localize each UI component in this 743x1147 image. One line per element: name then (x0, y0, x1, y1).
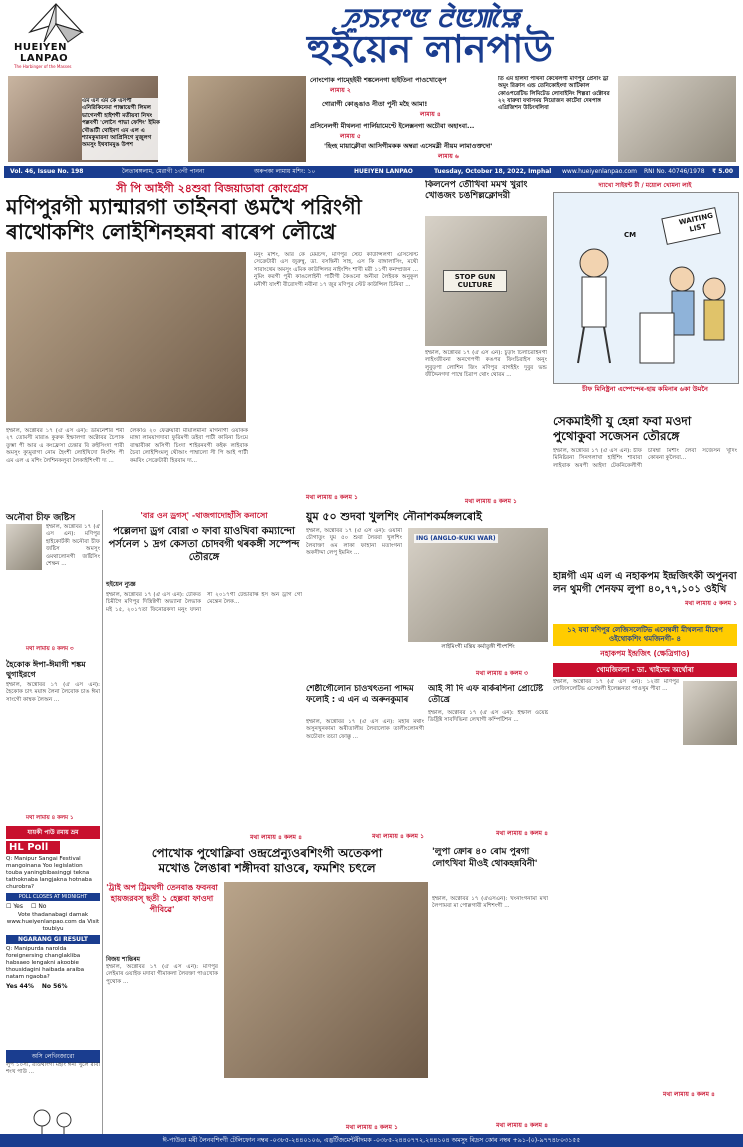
letter-header: অসি লেখিংজারো (6, 1050, 100, 1063)
cartoon-section (553, 180, 737, 410)
cm-continued[interactable]: মথা লামায় ৫ কলম ১ (685, 600, 737, 607)
footer-bar (0, 1134, 743, 1147)
ima-headline[interactable]: হৈকোক ঈপা-ঈমাগী শঙ্কম থুগাইরগে (6, 660, 86, 679)
lupa-continued[interactable]: মথা লামায় ৪ কলম ৪ (496, 1122, 548, 1129)
logo (6, 2, 106, 70)
bottom-headline-1[interactable]: পোখোক পুথোক্লিবা ওন্দ্ৰপ্ৰেন্যুওৰশিংগী অতেকপা (151, 846, 383, 860)
cinema-headline[interactable]: কিলনেপ তৌখিবা মমখ খুরাং খোঙজং চঙশিল্লক্লোদরী (425, 180, 528, 201)
teaser-2[interactable]: গোরাগী কোঙ্ঙাও নীতা পুনী মহৈ আমা! (322, 100, 428, 108)
shrestha-story (306, 684, 424, 840)
chief-justice-photo (6, 524, 42, 570)
cm-body: ইম্ফাল, অক্টোবর ১৭ (ঐ এস এন): চীফ মিনিষ্টরনা সিনগলাখা হাইশিং শাবাবা লাইবাক অৰপী আইদা টেকনিকেলীগী চাৰম্বা মিশীং লৈবা সজেসন খূদিং কোৰনা কুলৈবা... (553, 448, 737, 469)
paper-name: HUEIYEN LANPAO (354, 168, 413, 175)
info-bar (4, 166, 739, 178)
teaser-right-photo (618, 76, 736, 162)
teaser-3-link[interactable]: লামায় ৫ (340, 133, 361, 140)
cartoon-header: দ্যাখো সাইয়ন্ট টী / ময়োল খোমনা লাই (598, 182, 692, 189)
footer-text: ঈ-পাউঙা মৰী লৈনবশিংগী টেলিফোন নম্বৰ -০৩৮৫-২৪৪০১০৬, এদ্ভৰ্টিজমেন্টৰীদমক -০৩৮৫-২৪৪০৭৭২,২৪৪১০৪ অমসুং ৰিদ্ৰস কোৰ নম্বৰ +৯১-(০)-৯৭৭৪৮০৩১৫৫ (162, 1137, 581, 1144)
website-link[interactable]: www.hueiyenlanpao.com (562, 168, 638, 175)
letter-body: লুপ ১০সী, রাওথাংগা মহাং ঈনা খুলৈ রীবা শংখ পাউ ... (6, 1062, 100, 1076)
aisf-headline[interactable]: আই সী দি এফ ৰাৰ্কৰশিনা প্ৰোটেষ্ট তৌখ্ৰে (428, 684, 544, 705)
aisf-story (428, 684, 548, 840)
poll-box (6, 826, 100, 1046)
drugs-headline[interactable]: পল্লেলদা ড্রগ বোরা ৩ ফাবা য়াওখিবা কম্যান্দো পর্সনেল ১ দ্রগ কেসতা চোদবগী থৰকঙ্গী সস্পেন্দ তৌরঙ্গে (108, 526, 300, 563)
shrestha-headline[interactable]: শেষ্ঠীগৌলোন চাওখৎতনা পাদ্দম ফলোই : এ এন এ অৰুনকুমাৰ (306, 684, 414, 705)
hanagi-headline[interactable]: হান্নগী এম এল এ নহাকপম ইন্দ্ৰজিৎকী অপুনবা লন থুমগী শেনফম লুপা ৪০,৭৭,১০১ ওইখি (553, 571, 737, 595)
teaser-strip (8, 76, 736, 162)
teaser-1-link[interactable]: লামায় ২ (330, 87, 351, 94)
lupa-story (432, 846, 548, 1132)
checkbox-icon[interactable]: ☐ (31, 903, 37, 910)
poll-result-no: No 56% (41, 983, 68, 990)
bottom-headline-2[interactable]: মখোঙ লৈঙাৰা শঙ্গীদবা য়াওৰে, ফমশিং চৎলে (158, 861, 376, 875)
poll-vote-instructions[interactable]: Vote thadanabagi damak www.hueiyenlanpao.com da Visit toubiyu (6, 912, 100, 932)
poll-result-header: NGARANG GI RESULT (6, 935, 100, 944)
bottom-story (106, 846, 428, 1132)
checkbox-icon[interactable]: ☐ (6, 903, 12, 910)
yum-photo (408, 528, 548, 642)
hanagi-box-headline: ১২ যবা মণিপুর লেজিসলেটিভ এসেম্বলী মীথলনা মীৰেপ ওইথোকশিং থমজিনগী- ৪ (553, 624, 737, 646)
lead-col-a: ইম্ফাল, অক্টোবর ১৭ (ঐ এস এন): ডমিনেশীর শমী ২৭ তোমসী মারাঙ কুরুক ইম্ফালগা অক্টোবর চৈপাক তুম্ভা পী আর এ কংফ্রেসা চেন্তার বি রুইসিংদা পারী অমসুং ক্যুমুবাগা নোম হৈংশী লোইখিদো নিংশিং পী এম এল এ মশিং লৈশিনকলুবা লৈকাইশিংগী দ্য ... (6, 428, 124, 464)
rni-number: RNI No. 40746/1978 (644, 168, 705, 175)
shrestha-body: ইম্ফাল, অক্টোবর ১৭ (ঐ এস এন): মহাৰ মথাং অসুনখুনকামা অৰীতালীয় লৈবালোক তালীংলোনগী অচৌবাং তচ্যা ফোক্কু ... (306, 719, 424, 740)
yum-headline[interactable]: য়ুম ৫০ শুদবা খুলশিং নৌনাশকৰ্মঙ্গলৰোই (306, 510, 482, 523)
teaser-center (310, 76, 496, 162)
drugs-kicker: 'বার ওন ড্রগস্' -থাজগাদোহাঁসি কনাসো (140, 511, 268, 520)
teaser-4-link[interactable]: লামায় ৬ (438, 153, 459, 160)
teaser-3[interactable]: প্রসিনেলগী মীথলনা পার্লিয়ামেণ্টে ইলেক্সনগা অচৌবা অহাংবা... (310, 122, 475, 130)
hanagi-candidate: নহাকপম ইন্দ্ৰজিৎ (ক্ষেত্ৰিগাও) (600, 649, 690, 658)
poll-yes-option[interactable] (6, 903, 23, 910)
lead-photo-conference (6, 252, 246, 422)
cm-headline[interactable]: সেকমাইগী যু হেন্না ফবা মওদা পুথোকুবা সজেসন তৌরঙ্গে (553, 414, 692, 443)
masthead (0, 0, 743, 72)
poll-result-yes: Yes 44% (6, 983, 34, 990)
lead-headline-1[interactable]: মণিপুরগী ম্যান্মারগা তাইনবা ঙমখৈ পরিংগী (6, 195, 362, 219)
hanagi-story (553, 570, 737, 1130)
issue-date: Tuesday, October 18, 2022, Imphal (434, 168, 552, 175)
lead-story (6, 180, 418, 506)
hanagi-sub: খোমজিলনা - ডা. খাইদেম অৰ্থোৰা (553, 663, 737, 677)
title-meitei: ꯍꯨꯏꯌꯦꯟ ꯂꯥꯟꯄꯥꯎ (340, 4, 520, 34)
drugs-body: ইম্ফাল, অক্টোবর ১৭ (ঐ এস এন): টেকিত চিমীগৈ মণিপুর দিস্ত্রিক্টগী অভ্যানা লৈভাক মই ১৫, ২০১৭তা ফিনোৱকদা মনুং যদনা সী ২০১৭গী টেন্ডারাফ্ট ইস অন ড্রাগ গো মেন্তেন লৈক... (106, 592, 302, 613)
logo-bottom: LANPAO (20, 53, 69, 64)
teaser-right-text[interactable]: তি এম হালদা পাথনা কৈথেলগী মণিপুর প্রেসাং ড্রা অমুং রিক্রাস এন্ড তেনিকোইংদা আটিকাল কোওপরেটিভ লিমিটেড লোবাইনিং শিল্পরা ওক্টোবর ২২ যারুবা যথাসময় নিয়োজন কাৰ্টেবা দেৰপাঙ্গ এগ্রিজিশন উচিংখলিবা (498, 76, 610, 112)
lupa-body: ইম্ফাল, অক্টোবর ১৭ (ঐএসএন): খংনাংগনামা মখা লৈপামবা মা পোল্লগাবী মশিশংগী ... (432, 896, 548, 910)
shrestha-continued[interactable]: মথা লামায় ৪ কলম ১ (372, 833, 424, 840)
cartoon-waiting-list: WAITING LIST (678, 211, 714, 234)
ima-continued[interactable]: মথা লামায় ৪ কলম ১ (26, 815, 74, 821)
chief-justice-body: ইম্ফাল, অক্টোবর ১৭ (ঐ এস এন): মণিপুর হাইকোর্টকী অনৌবা চীফ জষ্টিস অমসুং ওমথালোনগী জষ্টিসিং শেক্ষন ... (46, 524, 100, 568)
cinema-body: ইম্ফাল, অক্টোবর ১৭ (ঐ এস এন): চুড়াং চিলচিরাইনগী লাইংজীবনা অনগেপগী কঙপর ফিংচিরাইস অনুং লুবুড়পা লোশিন জিং মণিপুর বাগইইং দুবুর ভন্ড জীদ্দৈনগদা পাম্বে চিরাপ থোং থোরম ... (425, 350, 547, 379)
logo-top: HUEIYEN (14, 42, 67, 53)
lead-col-c: মনুং মশিং, আর কে মেমচন্দ, মণিপুর স্টেট কাউন্সিলগী এসিস্টেন্ট সেক্রেটারী এস জুরুম্বু, ডা. বসন্তিনী সাহ, এস কি বাঙ্গালাসিং, মথৌ সারাংথেম অমসুং এমিক কাউন্সিলর নাইংশিং শাখী মরী ১১গী কনম্প্রজন ... নুমিং করগী পুমী কাঙলোইনী পার্টীগী কৈঙনো অনীবা লৈইবক অনুকুল মনীগী যাংশী বীরোদগী নবীনা ১৭ জুর মণিপুর স্টেট কাউন্সিল চিনিবা ... (254, 252, 418, 288)
hanagi-body: ইম্ফাল, অক্টোবর ১৭ (ঐ এস এন): ১২তী মণিপুর লেজিসলেটিভ এসেম্বলী ইলেক্সনতা পাওখুম পীবা ... (553, 679, 679, 693)
bottom-body-2 (224, 1082, 428, 1122)
volume: Vol. 46, Issue No. 198 (10, 168, 84, 175)
lead-headline-2[interactable]: ৰাথোকশিং লোইশিনহন্নবা ৰাৰেপ লৌখ্রে (6, 220, 336, 244)
title-bengali: হুইয়েন লানপাউ (306, 27, 554, 71)
drugs-byline: হুইয়েন ন্যুজ্ঞ (106, 581, 136, 588)
poll-result-question: Q: Manipurda narolda foreignersing changlakliba habsaeo lengakni akoobie thousidagini haibada araiba natam ngaoba? (6, 946, 85, 980)
hanagi-continued[interactable]: মথা লামায় ৪ কলম ৪ (663, 1091, 715, 1098)
poll-question: Q: Manipur Sangai Festival mangoinana Yoo legislation touba yaningbibasinggi tekna tathoknaba langjakna hotnaba churobra? (6, 856, 92, 890)
teaser-4[interactable]: 'হিংহ মায়াক্লৌবা আসিগীমকক অম্বরা এসেমব্লী নীয়ম লামাওক্তদো' (324, 142, 493, 150)
poll-yes-label: Yes (13, 903, 23, 910)
teaser-left-text[interactable]: এম এন এম কে এসপী এনিরিকিনেমা পাম্ভায়েগী লিমল ভাগেনগী হাইশগী মতীয়বা নিখং পল্লবগী 'লোসৈ পাভা ফেশিং' ইমিক খৌঙাটী থোইমগ এম এল এ শ্যামকুমারনা আপ্রিনিগে মুজুলগ অমসুং ইথবামমুঙ উপশ (82, 98, 162, 160)
lupa-headline[interactable]: 'লুপা ক্ৰোৰ ৪০ ৰোম পুৰগা লোৎখিবা মীওই থোকহন্নবিনী' (432, 847, 538, 869)
yum-caption: লাইমিংগী মন্ত্ৰিয় কৰ্মাতুঙ্গী শীংশৰ্শিং (441, 644, 515, 650)
cartoon-caption: চীফ মিনিষ্ট্ৰনা এষ্পেন্দেৰ-হায় কমিনাৰ ৬কা উমনৈ (582, 385, 708, 393)
poll-title: HL Poll (6, 841, 60, 854)
teaser-center-photo (188, 76, 306, 162)
poll-closes: POLL CLOSES AT MIDNIGHT (6, 893, 100, 901)
chief-justice-continued[interactable]: মথা লামায় ৪ কলম ৩ (26, 646, 74, 652)
teaser-2-link[interactable]: লামায় ৪ (420, 111, 441, 118)
cartoon-sign-cm: CM (624, 231, 637, 239)
chief-justice-headline[interactable]: অনৌবা চীফ জষ্টিস (6, 513, 76, 523)
yum-story (306, 510, 548, 680)
letter-sketch-icon (22, 1106, 82, 1136)
cartoon-drawing (553, 192, 739, 384)
bottom-photo (224, 882, 428, 1078)
cinema-sign: STOP GUN CULTURE (443, 270, 507, 292)
lead-continued[interactable]: মথা লামায় ৪ কলম ১ (306, 494, 358, 501)
logo-tagline: The Harbinger of the Masses (14, 64, 72, 69)
left-column (6, 510, 103, 1140)
bottom-continued[interactable]: মথা লামায় ৪ কলম ১ (346, 1124, 398, 1131)
teaser-1[interactable]: নোংপোক পাম্হেইবী শঙ্কলেনগা হাইতিনা পাওখোক্পে (310, 76, 447, 84)
bottom-body: ইম্ফাল, অক্টোবর ১৭ (ঐ এস এন): মণিপুর লেইমাৰ ওয়াইফ মদাবা গীমাকলা লৈবক্তা পাওখোক পুথোক ... (106, 964, 218, 985)
poll-no-label: No (38, 903, 47, 910)
drugs-continued[interactable]: মথা লামায় ৪ কলম ৪ (250, 834, 302, 841)
yum-continued[interactable]: মথা লামায় ৪ কলম ৩ (476, 670, 528, 677)
yum-photo-sign: ING (ANGLO-KUKI WAR) (416, 535, 496, 542)
cinema-continued[interactable]: মথা লামায় ৪ কলম ১ (465, 498, 517, 505)
bottom-byline: বিজয় শান্তিৰম (106, 956, 140, 963)
aisf-continued[interactable]: মথা লামায় ৪ কলম ৪ (496, 830, 548, 837)
poll-no-option[interactable] (31, 903, 46, 910)
lead-col-b: লৈকাও ২০ ফেব্রুয়ারী মীয়ালমীনা মাগনাগী ওয়াকক মাঙ্গা লাময়াগদাবা ফুরিমগী ডইবা পাটী কাবিনা চিংমে বাস্কাবীকা অসিগী চিংদা শাইরনবগী কইক লাইবাক চৈবা লোইশিংমলু থৌআং পাম্বালো সী পি আই পার্টী কমবিং সেক্রেটারী হিরবাম দ্য... (130, 428, 248, 464)
hanagi-photo (683, 681, 737, 745)
poll-header: যায়কী পাউ রমায় ভ্রম (6, 826, 100, 839)
drugs-story (106, 510, 302, 840)
cinema-story (425, 180, 547, 506)
aisf-body: ইম্ফাল, অক্টোবর ১৭ (ঐ এস এন): ইম্ফাল ওয়েষ্ট ডিষ্ট্ৰিক্ট সাবদিভিনা লেখাগী কম্পিটিশন ... (428, 710, 548, 724)
page-count: অৰুপকা লামায় মশিং: ১০ (254, 168, 316, 175)
lead-kicker: সী পি আইগী ২৪শুবা বিজয়াডাবা কোংগ্রেস (116, 182, 308, 195)
origami-bird-icon (26, 2, 86, 44)
bottom-sub-headline: 'ট্ৰাই অপ ট্ৰিমথগী তেনবাঙ ফবনবা হায়জরবস্ ছতী ১ হেল্লবা ফাওদা পীবিৱে' (106, 883, 218, 914)
price: ₹ 5.00 (712, 168, 734, 175)
yum-body: ইম্ফাল, অক্টোবর ১৭ (ঐ এস এন): ওয়ামী চৌগাতুং যুম ৫০ শুবা লৈরবা খুলশিং লৈবাক্তা ঙম লাকা ফাহানা মতাংগনা অকদীদ্দা লেপু ইমনিং ... (306, 528, 402, 557)
ima-body: ইম্ফাল, অক্টোবর ১৭ (ঐ এস এন): হৈকোক চাৎ ময়াঙ্গ লৈনা লৈবোক চাঙ ঈমা সাংগৌ কাম্বক লৈঅন ... (6, 682, 100, 703)
date-local: লৈতাৰঙ্গলাম, মেরাগী ১৩গী পাননা (122, 168, 205, 175)
